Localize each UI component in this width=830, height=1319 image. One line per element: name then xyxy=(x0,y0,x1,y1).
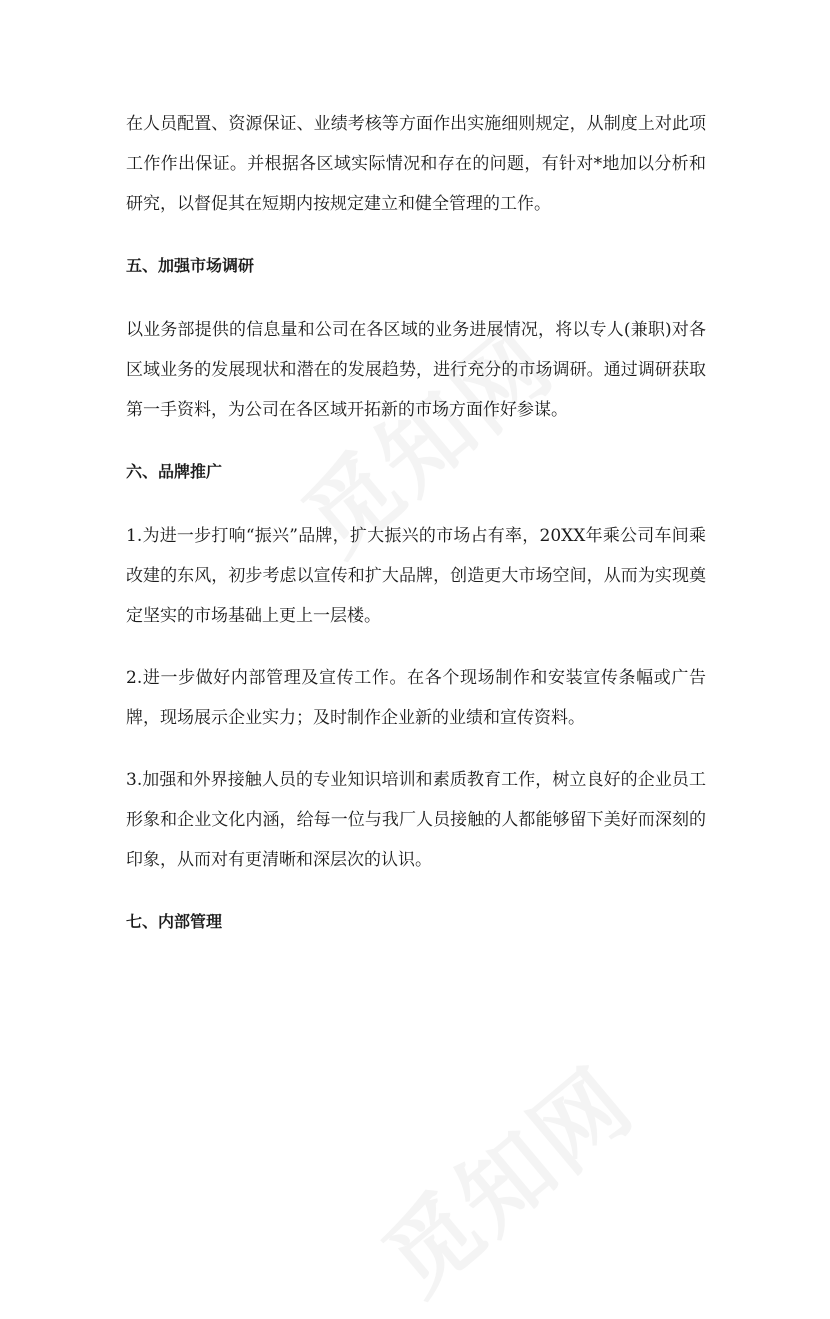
document-body xyxy=(126,104,706,942)
section-heading-internal-management: 七、内部管理 xyxy=(126,912,223,931)
paragraph-market-research: 以业务部提供的信息量和公司在各区域的业务进展情况，将以专人(兼职)对各区域业务的发展现状和潜在的发展趋势，进行充分的市场调研。通过调研获取第一手资料，为公司在各区域开拓新的市场方面作好参谋。 xyxy=(126,320,706,420)
section-heading-market-research: 五、加强市场调研 xyxy=(126,256,255,275)
paragraph-brand-item-2: 2.进一步做好内部管理及宣传工作。在各个现场制作和安装宣传条幅或广告牌，现场展示企业实力；及时制作企业新的业绩和宣传资料。 xyxy=(126,668,706,728)
paragraph-brand-item-3: 3.加强和外界接触人员的专业知识培训和素质教育工作，树立良好的企业员工形象和企业文化内涵，给每一位与我厂人员接触的人都能够留下美好而深刻的印象，从而对有更清晰和深层次的认识。 xyxy=(126,770,706,870)
watermark xyxy=(351,1033,656,1319)
paragraph-brand-item-1: 1.为进一步打响“振兴”品牌，扩大振兴的市场占有率，20XX年乘公司车间乘改建的东风，初步考虑以宣传和扩大品牌，创造更大市场空间，从而为实现奠定坚实的市场基础上更上一层楼。 xyxy=(126,526,706,626)
section-heading-brand-promotion: 六、品牌推广 xyxy=(126,462,223,481)
paragraph-resource-guarantee: 在人员配置、资源保证、业绩考核等方面作出实施细则规定，从制度上对此项工作作出保证。并根据各区域实际情况和存在的问题，有针对*地加以分析和研究，以督促其在短期内按规定建立和健全管理的工作。 xyxy=(126,114,706,214)
